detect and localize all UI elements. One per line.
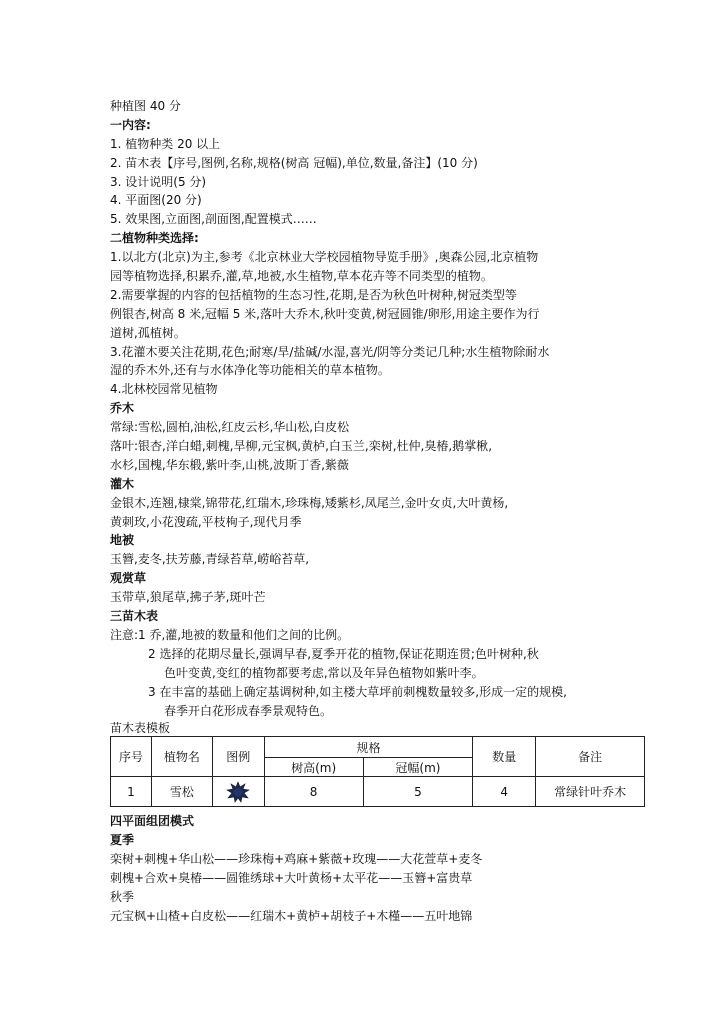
cell-name: 雪松 bbox=[151, 777, 212, 807]
content-item: 2. 苗木表【序号,图例,名称,规格(树高 冠幅),单位,数量,备注】(10 分) bbox=[110, 155, 478, 170]
shrub-line: 金银木,连翘,棣棠,锦带花,红瑞木,珍珠梅,矮紫杉,凤尾兰,金叶女贞,大叶黄杨, bbox=[110, 495, 509, 510]
paragraph-line: 湿的乔木外,还有与水体净化等功能相关的草本植物。 bbox=[110, 363, 390, 378]
header-spec: 规格 bbox=[264, 737, 473, 758]
document-page bbox=[110, 97, 645, 926]
note-line: 3 在丰富的基础上确定基调树种,如主楼大草坪前刺槐数量较多,形成一定的规模, bbox=[148, 684, 567, 699]
table-caption: 苗木表模板 bbox=[110, 721, 171, 736]
planting-combo-line: 栾树+刺槐+华山松——珍珠梅+鸡麻+紫薇+玫瑰——大花萱草+麦冬 bbox=[110, 852, 483, 867]
paragraph-line: 3.花灌木要关注花期,花色;耐寒/旱/盐碱/水湿,喜光/阴等分类记几种;水生植物除耐水 bbox=[110, 344, 550, 359]
tree-line: 落叶:银杏,洋白蜡,刺槐,旱柳,元宝枫,黄栌,白玉兰,栾树,杜仲,臭椿,鹅掌楸, bbox=[110, 439, 493, 454]
paragraph-line: 园等植物选择,积累乔,灌,草,地被,水生植物,草本花卉等不同类型的植物。 bbox=[110, 269, 493, 284]
ornamental-grass-heading: 观赏草 bbox=[110, 571, 147, 586]
section3-heading: 三苗木表 bbox=[110, 609, 159, 624]
nursery-stock-table bbox=[110, 736, 645, 807]
paragraph-line: 1.以北方(北京)为主,参考《北京林业大学校园植物导览手册》,奥森公园,北京植物 bbox=[110, 250, 539, 265]
planting-combo-line: 刺槐+合欢+臭椿——圆锥绣球+大叶黄杨+太平花——玉簪+富贵草 bbox=[110, 871, 473, 886]
paragraph-line: 2.需要掌握的内容的包括植物的生态习性,花期,是否为秋色叶树种,树冠类型等 bbox=[110, 287, 517, 302]
tree-heading: 乔木 bbox=[110, 401, 135, 416]
header-height: 树高(m) bbox=[264, 758, 363, 777]
note-line: 色叶变黄,变红的植物都要考虑,常以及年异色植物如紫叶李。 bbox=[164, 665, 484, 680]
paragraph-line: 道树,孤植树。 bbox=[110, 325, 186, 340]
section4-heading: 四平面组团模式 bbox=[110, 814, 195, 829]
paragraph-line: 4.北林校园常见植物 bbox=[110, 382, 218, 397]
shrub-line: 黄刺玫,小花溲疏,平枝栒子,现代月季 bbox=[110, 514, 302, 529]
document-title: 种植图 40 分 bbox=[110, 99, 181, 113]
evergreen-conifer-symbol-icon bbox=[226, 781, 250, 803]
content-item: 1. 植物种类 20 以上 bbox=[110, 136, 221, 151]
summer-heading: 夏季 bbox=[110, 833, 135, 848]
cell-height: 8 bbox=[264, 777, 363, 807]
ornamental-grass-line: 玉带草,狼尾草,拂子茅,斑叶芒 bbox=[110, 590, 266, 605]
planting-combo-line: 元宝枫+山楂+白皮松——红瑞木+黄栌+胡枝子+木槿——五叶地锦 bbox=[110, 908, 473, 923]
cell-crown: 5 bbox=[363, 777, 473, 807]
header-crown: 冠幅(m) bbox=[363, 758, 473, 777]
tree-line: 水杉,国槐,华东椴,紫叶李,山桃,波斯丁香,紫薇 bbox=[110, 457, 349, 472]
header-qty: 数量 bbox=[473, 737, 536, 777]
table-row bbox=[111, 777, 645, 807]
header-remark: 备注 bbox=[536, 737, 645, 777]
content-item: 5. 效果图,立面图,剖面图,配置模式…… bbox=[110, 212, 317, 227]
shrub-heading: 灌木 bbox=[110, 476, 135, 491]
note-line: 注意:1 乔,灌,地被的数量和他们之间的比例。 bbox=[110, 627, 350, 642]
groundcover-line: 玉簪,麦冬,扶芳藤,青绿苔草,崂峪苔草, bbox=[110, 552, 310, 567]
section1-heading: 一内容: bbox=[110, 117, 151, 132]
note-line: 2 选择的花期尽量长,强调早春,夏季开花的植物,保证花期连贯;色叶树种,秋 bbox=[148, 646, 539, 661]
cell-legend bbox=[212, 777, 264, 807]
cell-no: 1 bbox=[111, 777, 152, 807]
content-item: 3. 设计说明(5 分) bbox=[110, 174, 207, 189]
tree-line: 常绿:雪松,圆柏,油松,红皮云杉,华山松,白皮松 bbox=[110, 420, 350, 435]
content-item: 4. 平面图(20 分) bbox=[110, 193, 202, 208]
cell-remark: 常绿针叶乔木 bbox=[536, 777, 645, 807]
section2-heading: 二植物种类选择: bbox=[110, 231, 199, 246]
header-no: 序号 bbox=[111, 737, 152, 777]
groundcover-heading: 地被 bbox=[110, 533, 135, 548]
paragraph-line: 例银杏,树高 8 米,冠幅 5 米,落叶大乔木,秋叶变黄,树冠圆锥/卵形,用途主要作为行 bbox=[110, 306, 540, 321]
header-legend: 图例 bbox=[212, 737, 264, 777]
header-name: 植物名 bbox=[151, 737, 212, 777]
cell-qty: 4 bbox=[473, 777, 536, 807]
autumn-heading: 秋季 bbox=[110, 889, 135, 904]
note-line: 春季开白花形成春季景观特色。 bbox=[164, 703, 333, 718]
